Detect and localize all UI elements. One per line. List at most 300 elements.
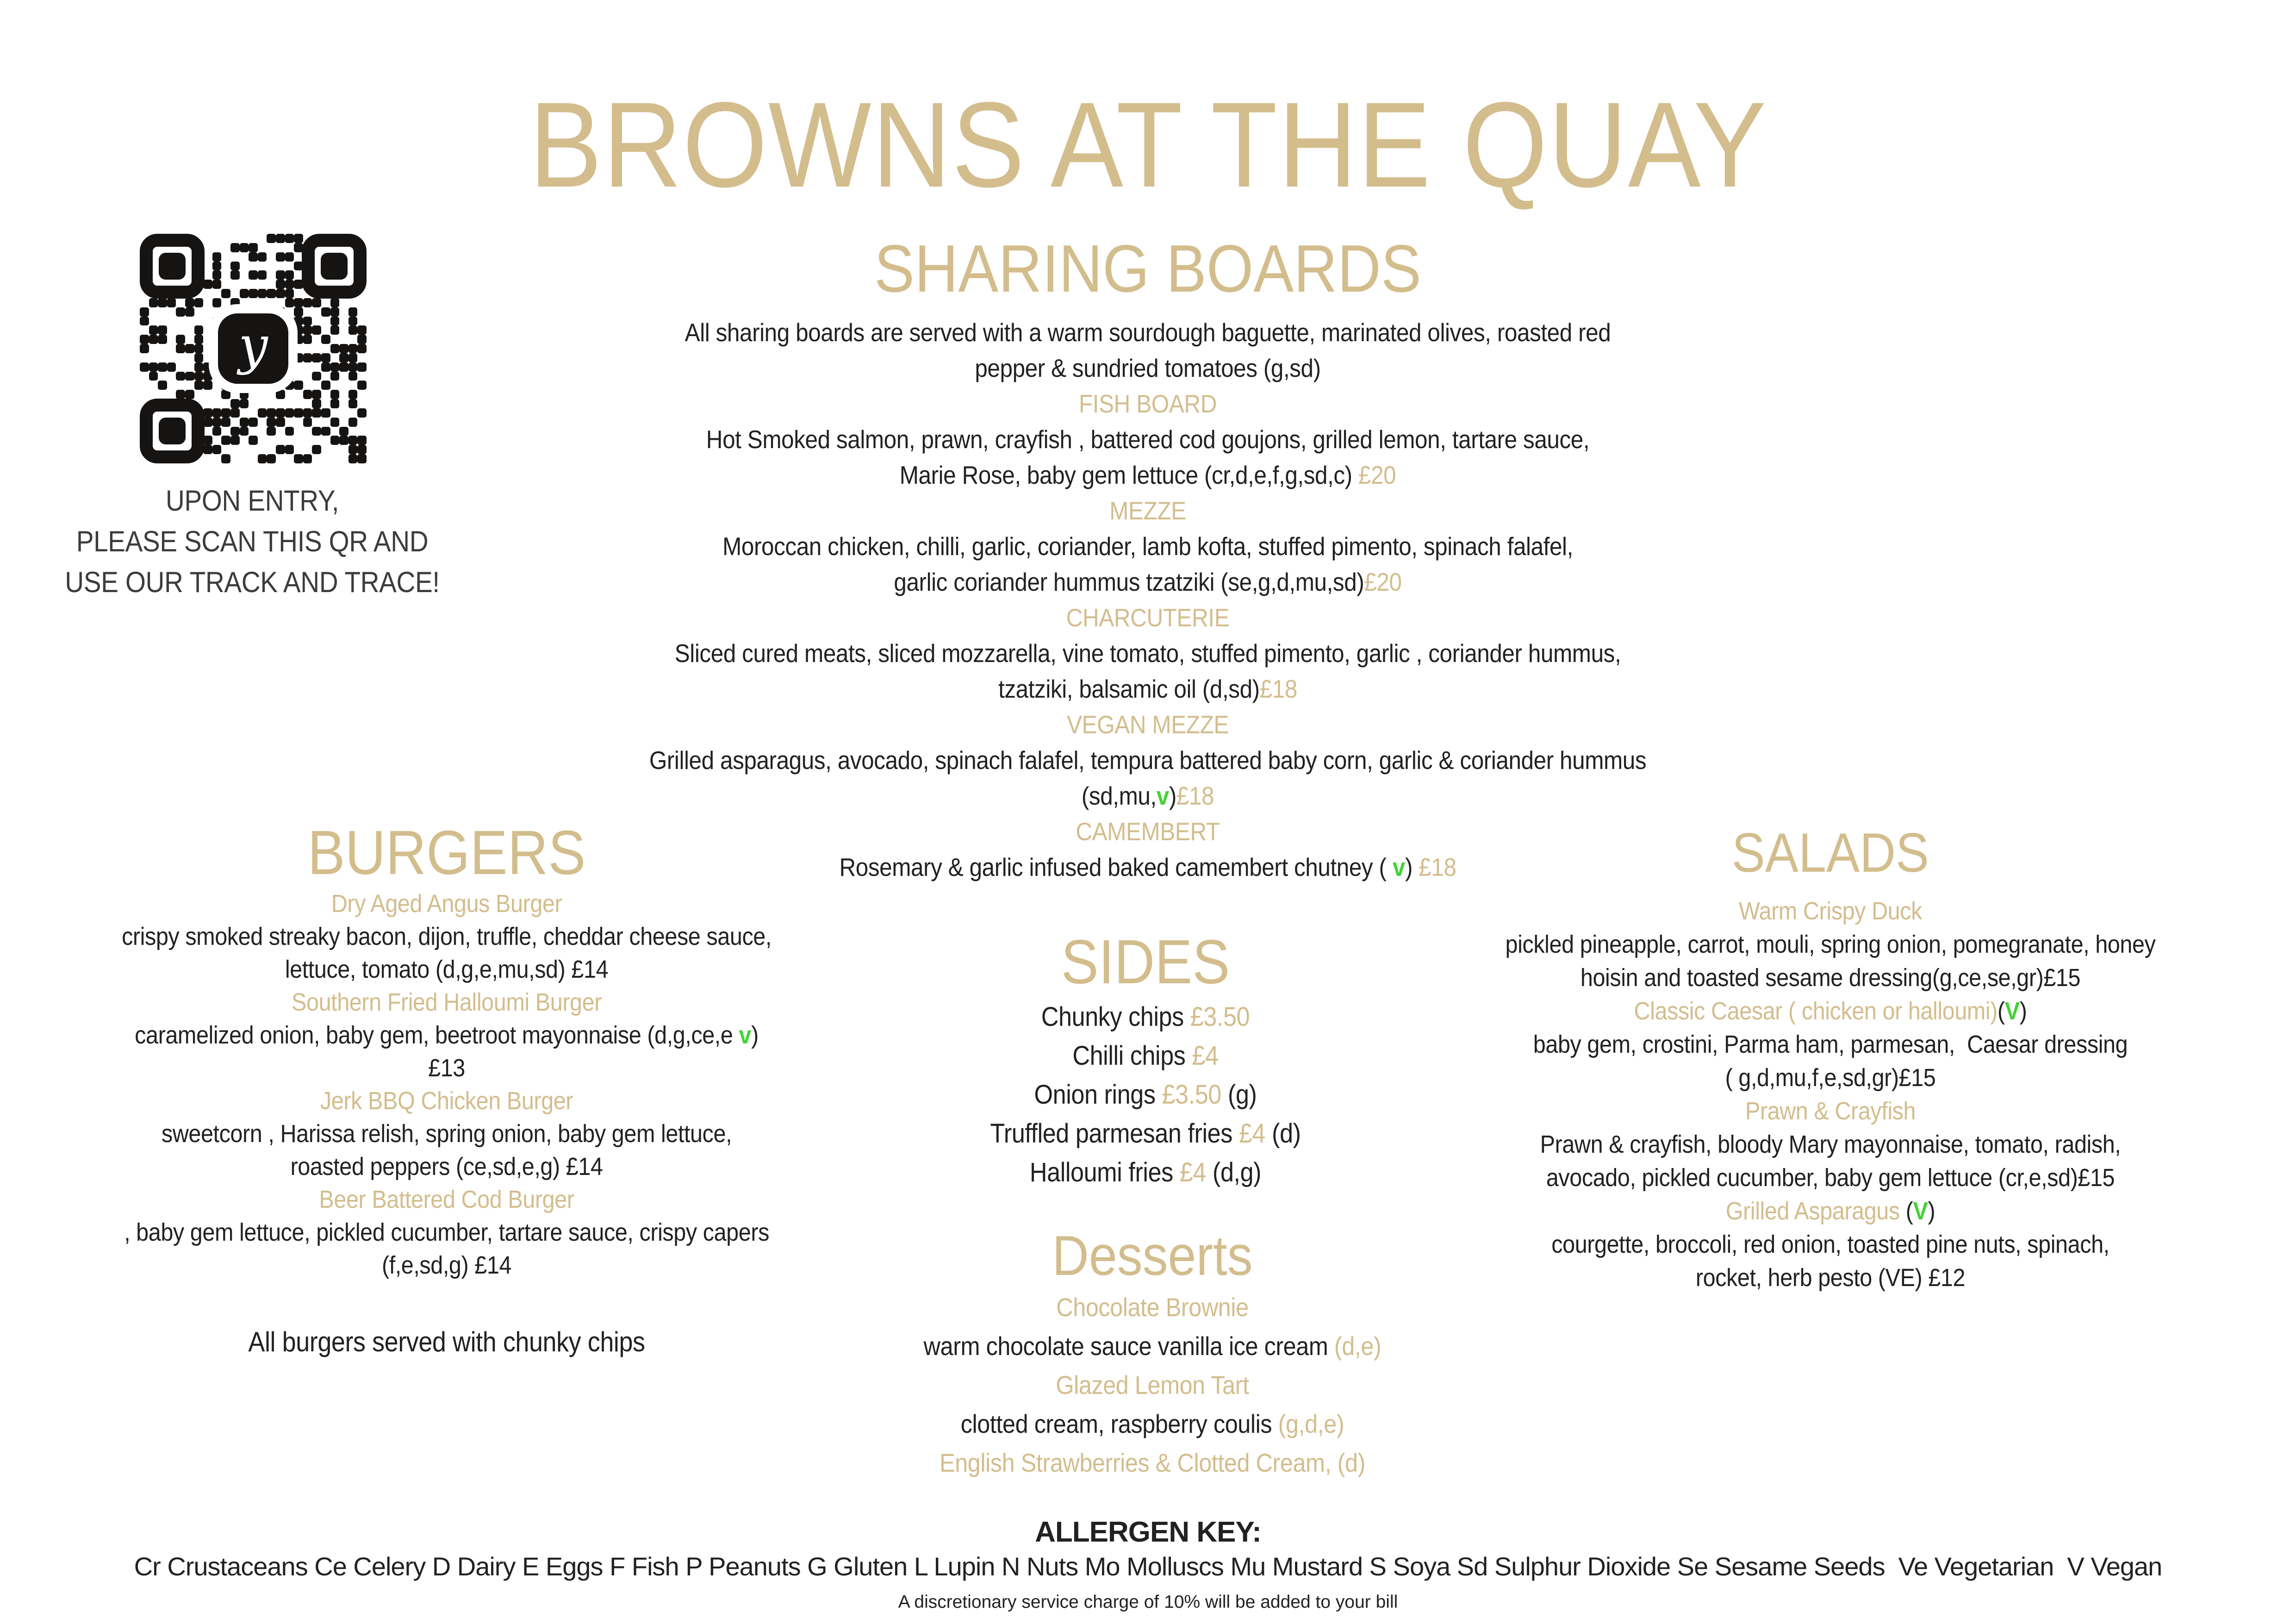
qr-module	[357, 418, 367, 427]
qr-module	[357, 399, 367, 408]
qr-module	[140, 362, 149, 372]
menu-line	[87, 1150, 807, 1183]
text-segment: V	[1913, 1197, 1928, 1225]
qr-module	[149, 353, 158, 362]
qr-module	[249, 399, 258, 408]
qr-module	[212, 454, 222, 463]
qr-module	[258, 418, 267, 427]
qr-module	[294, 335, 303, 344]
qr-module	[140, 344, 149, 353]
qr-module	[258, 399, 267, 408]
qr-module	[339, 390, 348, 399]
menu-line	[87, 1249, 807, 1282]
menu-line	[898, 1288, 1406, 1327]
qr-module	[203, 317, 212, 326]
qr-module	[158, 362, 167, 372]
qr-module	[249, 436, 258, 445]
qr-module	[285, 418, 294, 427]
text-segment: Grilled Asparagus	[1725, 1197, 1906, 1225]
qr-module	[357, 325, 367, 335]
text-segment: )	[751, 1021, 759, 1049]
text-segment: £18	[1419, 853, 1456, 881]
qr-module	[303, 307, 312, 317]
qr-module	[348, 390, 358, 399]
qr-module	[212, 436, 222, 445]
qr-module	[348, 325, 358, 335]
menu-line	[1458, 894, 2203, 928]
text-segment: )	[1169, 781, 1176, 810]
qr-module	[294, 362, 303, 372]
qr-module	[258, 262, 267, 271]
qr-module	[357, 344, 367, 353]
qr-module	[194, 362, 204, 372]
menu-line	[929, 1153, 1362, 1192]
qr-module	[276, 399, 285, 408]
qr-module	[294, 436, 303, 445]
text-segment: (	[1997, 997, 2005, 1025]
text-segment: )	[2019, 997, 2027, 1025]
qr-module	[312, 317, 321, 326]
text-segment: VEGAN MEZZE	[1067, 710, 1229, 739]
qr-module	[230, 298, 240, 307]
qr-module	[321, 436, 330, 445]
qr-module	[303, 372, 312, 381]
qr-module	[348, 344, 358, 353]
qr-module	[330, 381, 340, 390]
qr-module	[267, 243, 276, 252]
qr-module	[330, 307, 340, 317]
menu-line	[585, 315, 1710, 350]
text-segment: Onion rings	[1034, 1080, 1162, 1110]
qr-module	[149, 335, 158, 344]
text-segment: clotted cream, raspberry coulis	[960, 1409, 1278, 1438]
qr-module	[258, 408, 267, 418]
qr-module	[230, 262, 240, 271]
qr-module	[212, 252, 222, 262]
menu-line	[1458, 1261, 2203, 1294]
qr-module	[240, 390, 249, 399]
qr-module	[357, 362, 367, 372]
qr-module	[149, 298, 158, 307]
qr-module	[194, 344, 204, 353]
qr-module	[249, 234, 258, 243]
text-segment: courgette, broccoli, red onion, toasted pine nuts, spinach,	[1551, 1230, 2109, 1258]
qr-module	[194, 307, 204, 317]
qr-module	[294, 418, 303, 427]
qr-module	[357, 353, 367, 362]
qr-module	[149, 381, 158, 390]
qr-module	[321, 344, 330, 353]
qr-module	[212, 262, 222, 271]
qr-module	[321, 317, 330, 326]
qr-module	[303, 408, 312, 418]
qr-module	[203, 362, 212, 372]
sides-heading: SIDES	[1061, 927, 1230, 997]
qr-module	[185, 298, 194, 307]
sides-lines	[905, 998, 1386, 1192]
qr-module	[185, 390, 194, 399]
menu-line	[1458, 1094, 2203, 1128]
qr-module	[167, 362, 176, 372]
qr-module	[194, 390, 204, 399]
menu-line	[87, 887, 807, 920]
menu-line	[929, 1075, 1362, 1114]
text-segment: )	[1928, 1197, 1935, 1225]
menu-line	[585, 457, 1710, 493]
qr-module	[312, 399, 321, 408]
qr-module	[230, 408, 240, 418]
qr-module	[149, 362, 158, 372]
qr-module	[330, 436, 340, 445]
qr-module	[312, 418, 321, 427]
text-segment: English Strawberries & Clotted Cream, (d)	[940, 1448, 1365, 1477]
qr-module	[149, 307, 158, 317]
qr-module	[321, 353, 330, 362]
menu-line	[929, 998, 1362, 1037]
text-segment: £13	[428, 1054, 465, 1082]
qr-module	[167, 372, 176, 381]
text-segment: pickled pineapple, carrot, mouli, spring onion, pomegranate, honey	[1505, 931, 2156, 958]
text-segment: garlic coriander hummus tzatziki (se,g,d,mu,sd)	[894, 568, 1364, 596]
qr-module	[212, 408, 222, 418]
qr-module	[158, 298, 167, 307]
qr-module	[185, 353, 194, 362]
qr-module	[294, 408, 303, 418]
qr-module	[276, 445, 285, 454]
qr-module	[357, 307, 367, 317]
qr-module	[158, 390, 167, 399]
qr-module	[285, 298, 294, 307]
qr-module	[258, 436, 267, 445]
allergen-key-heading: ALLERGEN KEY:	[1035, 1516, 1261, 1548]
qr-module	[203, 344, 212, 353]
text-segment: Dry Aged Angus Burger	[331, 890, 562, 918]
qr-module	[194, 353, 204, 362]
qr-note	[32, 481, 472, 603]
qr-module	[312, 325, 321, 335]
qr-module	[285, 243, 294, 252]
qr-module	[285, 307, 294, 317]
qr-module	[285, 234, 294, 243]
menu-line	[87, 920, 807, 953]
qr-module	[240, 436, 249, 445]
qr-module	[267, 289, 276, 298]
text-segment: Moroccan chicken, chilli, garlic, coriander, lamb kofta, stuffed pimento, spinach falafel,	[722, 532, 1573, 561]
qr-module	[303, 390, 312, 399]
text-segment: Chilli chips	[1072, 1041, 1192, 1071]
qr-module	[221, 280, 230, 289]
qr-module	[321, 325, 330, 335]
qr-module	[249, 427, 258, 436]
qr-module	[348, 372, 358, 381]
qr-finder-icon	[140, 234, 205, 299]
qr-module	[230, 289, 240, 298]
qr-module	[176, 344, 185, 353]
qr-module	[267, 454, 276, 463]
qr-module	[203, 280, 212, 289]
qr-module	[348, 454, 358, 463]
qr-module	[321, 408, 330, 418]
text-segment: £18	[1259, 675, 1297, 703]
qr-module	[203, 427, 212, 436]
qr-module	[149, 344, 158, 353]
qr-module	[167, 381, 176, 390]
qr-module	[339, 399, 348, 408]
qr-module	[312, 298, 321, 307]
qr-module	[203, 399, 212, 408]
qr-module	[203, 454, 212, 463]
qr-module	[357, 298, 367, 307]
page-title-text: BROWNS AT THE QUAY	[529, 77, 1767, 212]
qr-module	[203, 445, 212, 454]
qr-module	[303, 335, 312, 344]
qr-module	[221, 427, 230, 436]
text-segment: Chunky chips	[1041, 1002, 1190, 1032]
qr-module	[312, 445, 321, 454]
qr-module	[303, 399, 312, 408]
qr-module	[276, 298, 285, 307]
qr-module	[348, 335, 358, 344]
qr-module	[185, 344, 194, 353]
qr-module	[339, 427, 348, 436]
qr-module	[176, 325, 185, 335]
qr-module	[221, 262, 230, 271]
qr-module	[249, 408, 258, 418]
qr-module	[339, 307, 348, 317]
qr-module	[221, 454, 230, 463]
qr-module	[339, 362, 348, 372]
qr-module	[140, 353, 149, 362]
burgers-lines	[46, 887, 847, 1282]
text-segment: £20	[1358, 461, 1396, 489]
qr-module	[357, 317, 367, 326]
text-segment: (f,e,sd,g) £14	[381, 1251, 512, 1279]
qr-module	[167, 353, 176, 362]
qr-module	[330, 372, 340, 381]
qr-module	[221, 436, 230, 445]
qr-module	[203, 252, 212, 262]
qr-module	[240, 427, 249, 436]
qr-module	[258, 280, 267, 289]
menu-line	[898, 1443, 1406, 1482]
qr-module	[258, 234, 267, 243]
menu-line	[929, 1114, 1362, 1153]
menu-line	[585, 671, 1710, 707]
qr-module	[212, 427, 222, 436]
qr-module	[167, 298, 176, 307]
section-desserts	[870, 1223, 1435, 1482]
text-segment: Marie Rose, baby gem lettuce (cr,d,e,f,g,sd,c)	[899, 461, 1359, 489]
qr-module	[330, 418, 340, 427]
text-segment: tzatziki, balsamic oil (d,sd)	[998, 675, 1260, 703]
menu-line	[87, 1019, 807, 1052]
section-sides	[905, 928, 1386, 1192]
qr-module	[258, 298, 267, 307]
qr-module	[339, 353, 348, 362]
qr-module	[285, 427, 294, 436]
qr-module	[276, 381, 285, 390]
menu-line	[1458, 1194, 2203, 1228]
qr-block	[140, 234, 367, 463]
text-segment: (	[1905, 1197, 1913, 1225]
qr-module	[249, 418, 258, 427]
qr-module	[203, 234, 212, 243]
text-segment: Glazed Lemon Tart	[1056, 1370, 1249, 1399]
text-segment: warm chocolate sauce vanilla ice cream	[923, 1331, 1334, 1361]
qr-module	[230, 390, 240, 399]
qr-module	[330, 362, 340, 372]
qr-module	[267, 280, 276, 289]
qr-module	[285, 445, 294, 454]
qr-module	[221, 234, 230, 243]
qr-module	[212, 234, 222, 243]
qr-module	[176, 372, 185, 381]
qr-module	[294, 399, 303, 408]
qr-module	[294, 381, 303, 390]
qr-module	[249, 280, 258, 289]
menu-line	[1458, 1028, 2203, 1061]
text-segment: Rosemary & garlic infused baked camembert chutney (	[839, 853, 1393, 881]
salads-heading: SALADS	[1731, 822, 1929, 884]
qr-module	[294, 445, 303, 454]
qr-module	[276, 418, 285, 427]
qr-module	[330, 298, 340, 307]
text-segment: Sliced cured meats, sliced mozzarella, vine tomato, stuffed pimento, garlic , coriander hummus,	[674, 639, 1621, 668]
qr-module	[303, 436, 312, 445]
qr-module	[240, 418, 249, 427]
qr-finder-icon	[302, 234, 367, 299]
allergen-key-text: Cr Crustaceans Ce Celery D Dairy E Eggs F Fish P Peanuts G Gluten L Lupin N Nuts Mo Molluscs Mu Mustard S Soya Sd Sulphur Dioxide Se Sesame Seeds Ve Vegetarian V Vegan	[134, 1552, 2162, 1581]
qr-module	[230, 399, 240, 408]
text-segment: )	[1405, 853, 1419, 881]
qr-module	[312, 408, 321, 418]
qr-module	[357, 390, 367, 399]
qr-module	[294, 234, 303, 243]
qr-module	[285, 280, 294, 289]
qr-module	[312, 381, 321, 390]
qr-module	[285, 436, 294, 445]
qr-module	[312, 390, 321, 399]
qr-module	[294, 427, 303, 436]
menu-line	[585, 493, 1710, 529]
qr-module	[176, 362, 185, 372]
qr-module	[212, 445, 222, 454]
qr-module	[203, 270, 212, 280]
text-segment: rocket, herb pesto (VE) £12	[1695, 1264, 1966, 1292]
qr-module	[312, 372, 321, 381]
service-charge-note: A discretionary service charge of 10% will be added to your bill	[898, 1592, 1398, 1612]
qr-module	[294, 372, 303, 381]
qr-module	[212, 307, 222, 317]
text-segment: £4	[1238, 1118, 1266, 1149]
qr-module	[276, 454, 285, 463]
qr-module	[276, 280, 285, 289]
text-segment: , baby gem lettuce, pickled cucumber, tartare sauce, crispy capers	[124, 1218, 769, 1246]
qr-module	[321, 298, 330, 307]
qr-module	[294, 289, 303, 298]
qr-module	[249, 262, 258, 271]
text-segment: FISH BOARD	[1078, 389, 1217, 418]
qr-module	[221, 418, 230, 427]
qr-module	[339, 381, 348, 390]
qr-module	[339, 372, 348, 381]
qr-module	[221, 289, 230, 298]
text-segment: (g,d,e)	[1278, 1409, 1344, 1438]
qr-module	[330, 399, 340, 408]
qr-module	[285, 262, 294, 271]
text-segment: lettuce, tomato (d,g,e,mu,sd) £14	[285, 956, 609, 983]
qr-module	[348, 427, 358, 436]
qr-module	[194, 381, 204, 390]
text-segment: (d)	[1265, 1118, 1301, 1149]
text-segment: pepper & sundried tomatoes (g,sd)	[975, 354, 1321, 382]
qr-module	[140, 381, 149, 390]
qr-module	[203, 289, 212, 298]
qr-module	[185, 362, 194, 372]
qr-module	[267, 408, 276, 418]
menu-line	[585, 707, 1710, 743]
qr-module	[212, 289, 222, 298]
qr-module	[303, 427, 312, 436]
qr-module	[203, 436, 212, 445]
qr-module	[149, 325, 158, 335]
desserts-lines	[870, 1288, 1435, 1482]
qr-module	[294, 454, 303, 463]
qr-module	[230, 436, 240, 445]
qr-module	[276, 262, 285, 271]
qr-module	[357, 381, 367, 390]
qr-module	[348, 307, 358, 317]
qr-module	[212, 270, 222, 280]
qr-module	[203, 262, 212, 271]
text-segment: PLEASE SCAN THIS QR AND	[76, 525, 429, 558]
qr-module	[167, 344, 176, 353]
qr-module	[339, 317, 348, 326]
text-segment: £3.50	[1190, 1002, 1250, 1032]
qr-module	[167, 307, 176, 317]
qr-module	[285, 399, 294, 408]
qr-module	[212, 399, 222, 408]
qr-module	[185, 335, 194, 344]
qr-module	[203, 243, 212, 252]
qr-module	[348, 445, 358, 454]
qr-module	[339, 454, 348, 463]
qr-module	[276, 408, 285, 418]
qr-module	[158, 372, 167, 381]
qr-module	[140, 298, 149, 307]
qr-module	[357, 408, 367, 418]
text-segment: ( g,d,mu,f,e,sd,gr)£15	[1725, 1064, 1936, 1092]
qr-module	[312, 307, 321, 317]
qr-module	[185, 307, 194, 317]
qr-module	[203, 353, 212, 362]
text-segment: MEZZE	[1109, 496, 1186, 525]
qr-module	[249, 454, 258, 463]
section-salads	[1416, 820, 2245, 1294]
menu-line	[87, 953, 807, 986]
qr-module	[312, 454, 321, 463]
qr-module	[240, 280, 249, 289]
qr-module	[276, 390, 285, 399]
qr-module	[312, 427, 321, 436]
qr-module	[330, 325, 340, 335]
qr-module	[212, 298, 222, 307]
text-segment: v	[1156, 781, 1169, 810]
qr-module	[249, 289, 258, 298]
salads-lines	[1416, 894, 2245, 1294]
qr-module	[303, 317, 312, 326]
menu-line	[585, 386, 1710, 422]
